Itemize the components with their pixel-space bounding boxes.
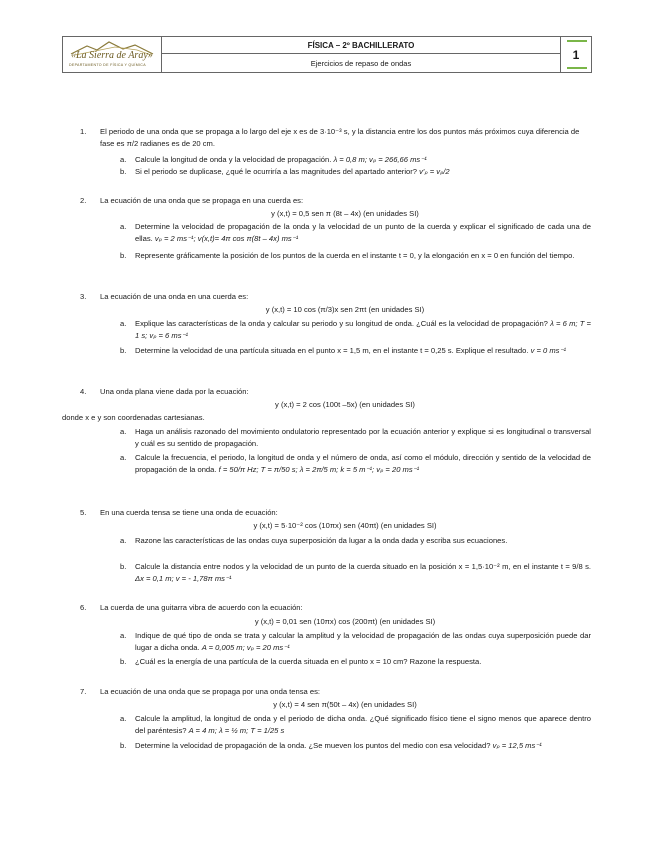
item-statement: Calcule la amplitud, la longitud de onda y el periodo de dicha onda. ¿Qué significado físico tiene el signo menos que aparece dentro del paréntesis? [135, 714, 591, 735]
item-label: b. [120, 562, 127, 571]
item-text [135, 154, 591, 166]
school-logo [63, 37, 162, 73]
item-text [135, 318, 591, 341]
wave-equation: y (x,t) = 4 sen π(50t – 4x) (en unidades SI) [273, 700, 417, 709]
item-text: Represente gráficamente la posición de los puntos de la cuerda en el instante t = 0, y la elongación en x = 0 en función del tiempo. [135, 251, 575, 260]
item-statement: Determine la velocidad de una partícula situada en el punto x = 1,5 m, en el instante t = 0,25 s. Explique el resultado. [135, 346, 529, 355]
item-label: b. [120, 251, 127, 260]
question-number: 5. [80, 508, 87, 517]
item-answer: vₚ = 12,5 ms⁻¹ [492, 741, 542, 750]
green-bar-bottom [567, 67, 587, 69]
item-answer: v = 0 ms⁻¹ [530, 346, 567, 355]
green-bar-top [567, 40, 587, 42]
item-text [135, 561, 591, 584]
item-label: b. [120, 167, 127, 176]
item-text [135, 630, 591, 653]
item-label: a. [120, 536, 127, 545]
sheet-title: Ejercicios de repaso de ondas [162, 54, 561, 73]
item-answer: v'ₚ = vₚ/2 [419, 167, 450, 176]
item-answer: f = 50/π Hz; T = π/50 s; λ = 2π/5 m; k = 5 m⁻¹; vₚ = 20 ms⁻¹ [218, 464, 420, 474]
logo-text: «La Sierra de Aray» [71, 50, 153, 61]
item-answer: A = 0,005 m; vₚ = 20 ms⁻¹ [201, 642, 290, 652]
question-text: La ecuación de una onda en una cuerda es: [100, 292, 249, 301]
wave-equation: y (x,t) = 2 cos (100t –5x) (en unidades SI) [275, 400, 415, 409]
item-statement: Si el periodo se duplicase, ¿qué le ocurriría a las magnitudes del apartado anterior? [135, 167, 417, 176]
item-label: a. [120, 714, 127, 723]
item-text: Razone las características de las ondas cuya superposición da lugar a la onda dada y escriba sus ecuaciones. [135, 536, 508, 545]
item-statement: Calcule la frecuencia, el periodo, la longitud de onda y el número de onda, así como el módulo, dirección y sentido de la velocidad de propagación de la onda. [135, 453, 591, 474]
logo-subtitle: DEPARTAMENTO DE FÍSICA Y QUÍMICA [69, 63, 146, 67]
wave-equation: y (x,t) = 10 cos (π/3)x sen 2πt (en unidades SI) [265, 305, 425, 314]
item-text [135, 713, 591, 736]
item-label: a. [120, 319, 127, 328]
question-text: La cuerda de una guitarra vibra de acuerdo con la ecuación: [100, 603, 303, 612]
page-number: 1 [572, 47, 580, 62]
question-number: 2. [80, 196, 87, 205]
question-number: 1. [80, 127, 87, 136]
item-statement: Calcule la distancia entre nodos y la velocidad de un punto de la cuerda situado en la posición x = 1,5·10⁻² m, en el instante t = 9/8 s. [135, 562, 591, 571]
question-text: La ecuación de una onda que se propaga en una cuerda es: [100, 196, 304, 205]
item-statement: Determine la velocidad de propagación de la onda y la velocidad de un punto de la cuerda y explicar el significado de cada una de ellas. [135, 222, 591, 243]
item-statement: Calcule la longitud de onda y la velocidad de propagación. [135, 155, 332, 164]
item-answer: λ = 6 m; T = 1 s; vₚ = 6 ms⁻¹ [135, 319, 591, 340]
subject-title: FÍSICA – 2º BACHILLERATO [162, 37, 561, 54]
document-header [62, 36, 592, 73]
question-number: 3. [80, 292, 87, 301]
item-statement: Indique de qué tipo de onda se trata y calcular la amplitud y la velocidad de propagación de las ondas cuya superposición puede dar lugar a dicha onda. [135, 631, 591, 652]
item-text [135, 452, 591, 475]
item-label: a. [120, 453, 127, 462]
item-answer: vₚ = 2 ms⁻¹; v(x,t)= 4π cos π(8t – 4x) ms⁻¹ [154, 233, 299, 243]
item-statement: Explique las características de la onda y calcular su periodo y su longitud de onda. ¿Cuál es la velocidad de propagación? [135, 319, 548, 328]
item-label: a. [120, 155, 127, 164]
item-statement: Determine la velocidad de propagación de la onda. ¿Se mueven los puntos del medio con esa velocidad? [135, 741, 491, 750]
question-text: La ecuación de una onda que se propaga por una onda tensa es: [100, 687, 320, 696]
question-text: En una cuerda tensa se tiene una onda de ecuación: [100, 508, 278, 517]
item-label: b. [120, 741, 127, 750]
question-number: 4. [80, 387, 87, 396]
item-answer: A = 4 m; λ = ½ m; T = 1/25 s [188, 725, 285, 735]
wave-equation: y (x,t) = 0,5 sen π (8t – 4x) (en unidades SI) [271, 209, 419, 218]
item-label: b. [120, 657, 127, 666]
question-number: 6. [80, 603, 87, 612]
question-number: 7. [80, 687, 87, 696]
question-text: Una onda plana viene dada por la ecuación: [100, 387, 249, 396]
page-number-cell [561, 37, 592, 73]
item-text [135, 740, 591, 752]
item-text: ¿Cuál es la energía de una partícula de la cuerda situada en el punto x = 10 cm? Razone la respuesta. [135, 657, 482, 666]
item-label: a. [120, 631, 127, 640]
item-label: a. [120, 222, 127, 231]
coordinates-note: donde x e y son coordenadas cartesianas. [62, 413, 205, 422]
item-text [135, 345, 591, 357]
item-label: a. [120, 427, 127, 436]
item-text [135, 166, 591, 178]
item-text: Haga un análisis razonado del movimiento ondulatorio representado por la ecuación anterior y explique si es longitudinal o transversal y cuál es su sentido de propagación. [135, 427, 591, 448]
item-text [135, 221, 591, 244]
wave-equation: y (x,t) = 5·10⁻² cos (10πx) sen (40πt) (en unidades SI) [253, 521, 437, 530]
item-answer: Δx = 0,1 m; v = - 1,78π ms⁻¹ [135, 573, 232, 583]
wave-equation: y (x,t) = 0,01 sen (10πx) cos (200πt) (en unidades SI) [254, 617, 436, 626]
question-text: El periodo de una onda que se propaga a lo largo del eje x es de 3·10⁻³ s, y la distancia entre los dos puntos más próximos cuya diferencia de fase es π/2 radianes es de 20 cm. [100, 127, 580, 148]
item-label: b. [120, 346, 127, 355]
item-answer: λ = 0,8 m; vₚ = 266,66 ms⁻¹ [333, 155, 427, 164]
